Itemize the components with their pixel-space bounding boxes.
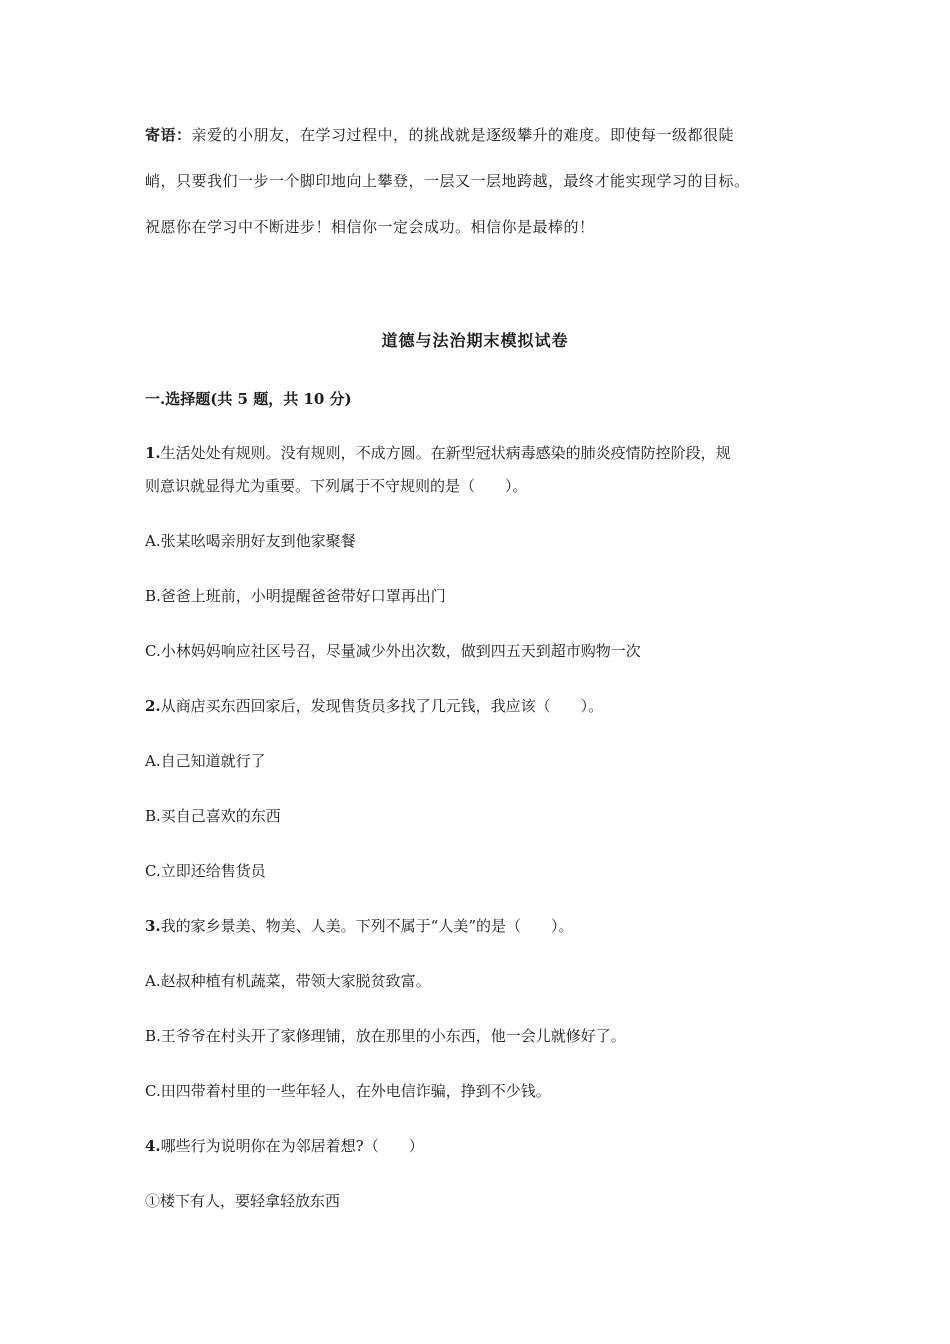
intro-text-1: 亲爱的小朋友，在学习过程中，的挑战就是逐级攀升的难度。即使每一级都很陡 [191,126,735,144]
page-title: 道德与法治期末模拟试卷 [381,331,569,350]
question-2-option-a: A.自己知道就行了 [145,752,266,770]
question-3-stem [145,911,815,941]
question-1-stem-cont: 则意识就显得尤为重要。下列属于不守规则的是（ ）。 [145,477,528,495]
question-text: 生活处处有规则。没有规则，不成方圆。在新型冠状病毒感染的肺炎疫情防控阶段，规 [160,444,731,462]
intro-line-2: 峭，只要我们一步一个脚印地向上攀登，一层又一层地跨越，最终才能实现学习的目标。 [145,172,750,190]
question-text: 哪些行为说明你在为邻居着想?（ ） [160,1137,424,1155]
question-number: 2. [145,697,161,715]
question-1-option-b: B.爸爸上班前，小明提醒爸爸带好口罩再出门 [145,587,446,605]
question-2-option-c: C.立即还给售货员 [145,862,266,880]
intro-line-3: 祝愿你在学习中不断进步！相信你一定会成功。相信你是最棒的！ [145,218,595,236]
question-3-option-b: B.王爷爷在村头开了家修理铺，放在那里的小东西，他一会儿就修好了。 [145,1027,626,1045]
question-text: 从商店买东西回家后，发现售货员多找了几元钱，我应该（ ）。 [160,697,604,715]
question-1-option-c: C.小林妈妈响应社区号召，尽量减少外出次数，做到四五天到超市购物一次 [145,642,641,660]
question-3-option-a: A.赵叔种植有机蔬菜，带领大家脱贫致富。 [145,972,431,990]
intro-line-1 [145,112,810,158]
question-1-option-a: A.张某吆喝亲朋好友到他家聚餐 [145,532,356,550]
question-2-stem [145,691,815,721]
question-1-stem [145,438,815,468]
question-text: 我的家乡景美、物美、人美。下列不属于“人美”的是（ ）。 [160,917,574,935]
intro-message [145,112,810,250]
question-4-stem [145,1131,815,1161]
question-number: 4. [145,1137,161,1155]
question-number: 1. [145,444,161,462]
intro-lead: 寄语： [145,126,192,144]
question-4-option-1: ①楼下有人，要轻拿轻放东西 [145,1192,341,1210]
section-heading: 一.选择题(共 5 题，共 10 分) [145,390,352,408]
question-3-option-c: C.田四带着村里的一些年轻人，在外电信诈骗，挣到不少钱。 [145,1082,551,1100]
question-2-option-b: B.买自己喜欢的东西 [145,807,281,825]
question-number: 3. [145,917,161,935]
